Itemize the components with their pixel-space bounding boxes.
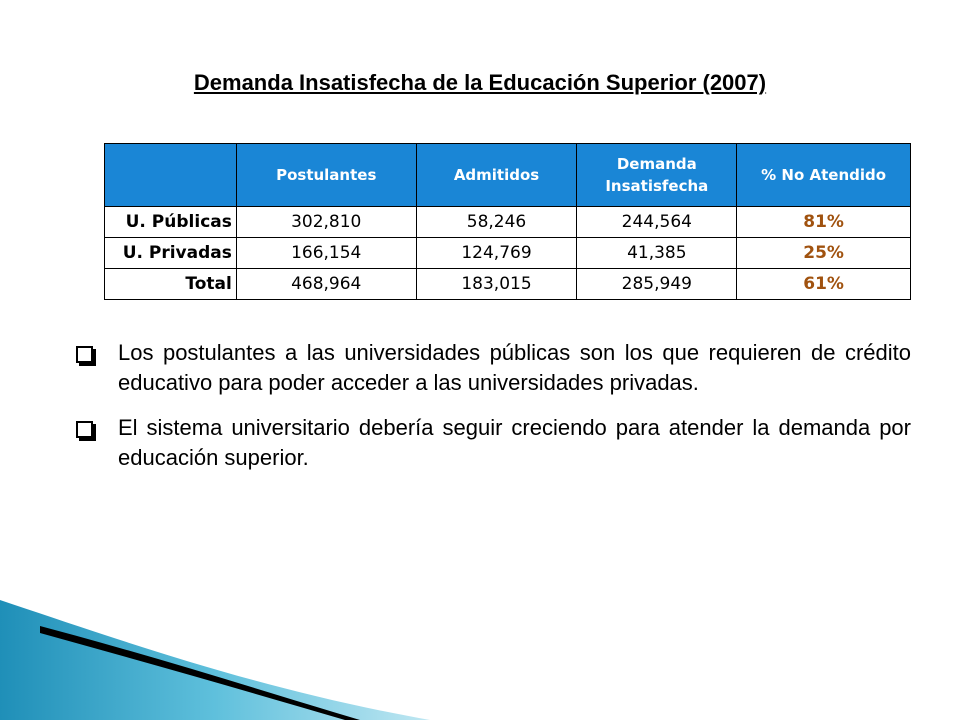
cell-pct: 25% bbox=[737, 238, 911, 269]
row-label: U. Privadas bbox=[105, 238, 237, 269]
row-label: U. Públicas bbox=[105, 207, 237, 238]
cell-pct: 61% bbox=[737, 269, 911, 300]
bullet-text: Los postulantes a las universidades públicas son los que requieren de crédito educativo para poder acceder a las universidades privadas. bbox=[118, 340, 911, 395]
header-admitidos: Admitidos bbox=[416, 144, 577, 207]
cell-pct: 81% bbox=[737, 207, 911, 238]
bullet-text: El sistema universitario debería seguir creciendo para atender la demanda por educación superior. bbox=[118, 415, 911, 470]
cell-demanda: 41,385 bbox=[577, 238, 737, 269]
cell-postulantes: 166,154 bbox=[236, 238, 416, 269]
teal-swoosh bbox=[0, 600, 430, 720]
cell-admitidos: 124,769 bbox=[416, 238, 577, 269]
cell-admitidos: 58,246 bbox=[416, 207, 577, 238]
cell-demanda: 285,949 bbox=[577, 269, 737, 300]
cell-demanda: 244,564 bbox=[577, 207, 737, 238]
cell-postulantes: 302,810 bbox=[236, 207, 416, 238]
cell-postulantes: 468,964 bbox=[236, 269, 416, 300]
header-demanda-line1: Demanda bbox=[616, 155, 697, 173]
header-no-atendido: % No Atendido bbox=[737, 144, 911, 207]
header-postulantes: Postulantes bbox=[236, 144, 416, 207]
row-label: Total bbox=[105, 269, 237, 300]
header-demanda-line2: Insatisfecha bbox=[605, 177, 709, 195]
slide-title-text: Demanda Insatisfecha de la Educación Superior (2007) bbox=[193, 70, 767, 95]
cell-admitidos: 183,015 bbox=[416, 269, 577, 300]
